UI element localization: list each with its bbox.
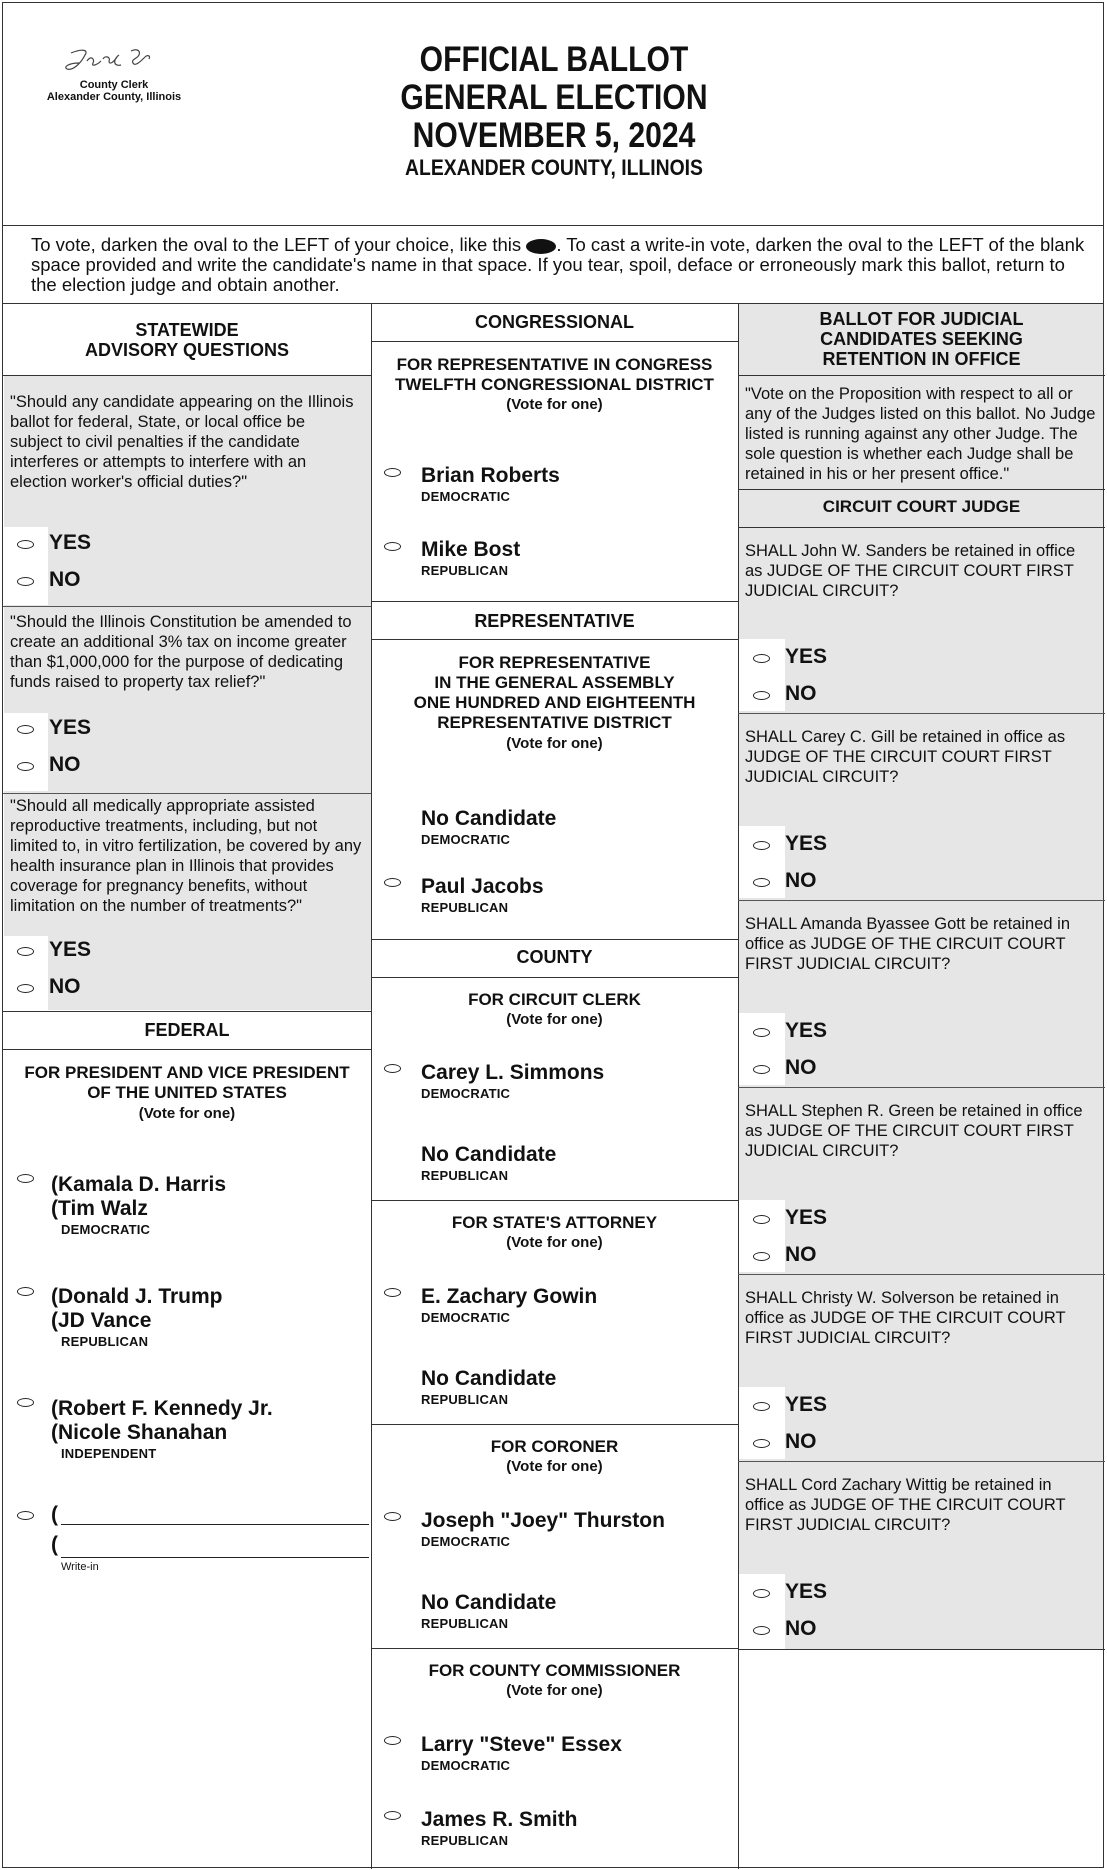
- instructions-part-1: To vote, darken the oval to the LEFT of your choice, like this: [31, 234, 522, 255]
- congress-office-title: [371, 355, 738, 395]
- states-attorney-office-title: FOR STATE'S ATTORNEY: [451, 1213, 658, 1232]
- solverson-no-label: NO: [785, 1430, 817, 1453]
- congressional-heading: CONGRESSIONAL: [474, 312, 634, 332]
- q3-no-label: NO: [49, 975, 81, 998]
- title-general-election: GENERAL ELECTION: [400, 78, 708, 117]
- candidate-thurston: Joseph "Joey" Thurston: [421, 1509, 665, 1532]
- gott-yes-label: YES: [785, 1019, 828, 1042]
- bost-party: REPUBLICAN: [421, 563, 509, 578]
- thurston-oval[interactable]: [384, 1512, 401, 1521]
- gott-yes-oval[interactable]: [753, 1028, 770, 1037]
- retention-question-wittig: SHALL Cord Zachary Wittig be retained in office as JUDGE OF THE CIRCUIT COURT FIRST JUDICIAL CIRCUIT?: [745, 1476, 1066, 1534]
- writein-line-2[interactable]: [61, 1557, 369, 1558]
- q3-no-oval[interactable]: [17, 984, 34, 993]
- green-no-label: NO: [785, 1243, 817, 1266]
- wittig-no-oval[interactable]: [753, 1626, 770, 1635]
- gill-yes-oval[interactable]: [753, 841, 770, 850]
- candidate-vance: (JD Vance: [51, 1309, 152, 1332]
- q3-yes-label: YES: [49, 938, 92, 961]
- rep-office-title: [371, 653, 738, 733]
- coroner-office-title: FOR CORONER: [490, 1437, 619, 1456]
- candidate-shanahan: (Nicole Shanahan: [51, 1421, 228, 1444]
- advisory-question-2: "Should the Illinois Constitution be amended to create an additional 3% tax on income greater than $1,000,000 for the purpose of dedicating funds raised to property tax relief?": [10, 613, 352, 691]
- simmons-oval[interactable]: [384, 1064, 401, 1073]
- wittig-yes-label: YES: [785, 1580, 828, 1603]
- wittig-yes-oval[interactable]: [753, 1589, 770, 1598]
- commissioner-vote-for: (Vote for one): [506, 1682, 603, 1699]
- retention-question-green: SHALL Stephen R. Green be retained in office as JUDGE OF THE CIRCUIT COURT FIRST JUDICIAL CIRCUIT?: [745, 1102, 1083, 1160]
- writein-label: Write-in: [61, 1561, 99, 1573]
- candidate-smith: James R. Smith: [421, 1808, 578, 1831]
- congress-vote-for: (Vote for one): [506, 396, 603, 413]
- president-office-title: [3, 1063, 371, 1103]
- writein-paren-2: (: [51, 1533, 58, 1556]
- coroner-no-candidate-rep: No Candidate: [421, 1591, 557, 1614]
- representative-heading: REPRESENTATIVE: [474, 611, 635, 631]
- clerk-county: Alexander County, Illinois: [46, 91, 182, 103]
- gott-no-oval[interactable]: [753, 1065, 770, 1074]
- president-vote-for: (Vote for one): [138, 1105, 236, 1122]
- harris-walz-oval[interactable]: [17, 1174, 34, 1183]
- solverson-yes-label: YES: [785, 1393, 828, 1416]
- judicial-heading: [738, 309, 1105, 369]
- solverson-yes-oval[interactable]: [753, 1402, 770, 1411]
- retention-question-gott: SHALL Amanda Byassee Gott be retained in office as JUDGE OF THE CIRCUIT COURT FIRST JUDICIAL CIRCUIT?: [745, 915, 1071, 973]
- coroner-no-candidate-party: REPUBLICAN: [421, 1616, 509, 1631]
- statewide-heading-line-1: STATEWIDE: [135, 320, 239, 340]
- green-yes-oval[interactable]: [753, 1215, 770, 1224]
- instructions-part-2: . To cast a write-in vote, darken the oval to the LEFT of the blank space provided and write the candidate's name in that space. If you tear, spoil, deface or erroneously mark this ballot, return to the election judge and obtain another.: [31, 234, 1085, 295]
- commissioner-office-title: FOR COUNTY COMMISSIONER: [428, 1661, 681, 1680]
- rep-office-line-3: ONE HUNDRED AND EIGHTEENTH: [413, 693, 696, 712]
- voting-instructions: [31, 235, 1091, 295]
- rep-office-line-4: REPRESENTATIVE DISTRICT: [437, 713, 672, 732]
- retention-question-sanders: SHALL John W. Sanders be retained in office as JUDGE OF THE CIRCUIT COURT FIRST JUDICIAL CIRCUIT?: [745, 542, 1076, 600]
- rep-no-candidate-dem: No Candidate: [421, 807, 557, 830]
- solverson-no-oval[interactable]: [753, 1439, 770, 1448]
- candidate-walz: (Tim Walz: [51, 1197, 148, 1220]
- harris-walz-party: DEMOCRATIC: [61, 1222, 151, 1237]
- rep-office-line-2: IN THE GENERAL ASSEMBLY: [434, 673, 675, 692]
- candidate-bost: Mike Bost: [421, 538, 521, 561]
- title-date: NOVEMBER 5, 2024: [412, 116, 696, 155]
- clerk-title: County Clerk: [79, 79, 149, 91]
- states-attorney-vote-for: (Vote for one): [506, 1234, 603, 1251]
- wittig-no-label: NO: [785, 1617, 817, 1640]
- ballot-title: [3, 41, 1105, 181]
- candidate-roberts: Brian Roberts: [421, 464, 560, 487]
- judicial-heading-line-1: BALLOT FOR JUDICIAL: [819, 309, 1024, 329]
- jacobs-party: REPUBLICAN: [421, 900, 509, 915]
- q3-yes-oval[interactable]: [17, 947, 34, 956]
- smith-party: REPUBLICAN: [421, 1833, 509, 1848]
- writein-oval[interactable]: [17, 1511, 34, 1520]
- sanders-no-label: NO: [785, 682, 817, 705]
- candidate-kennedy: (Robert F. Kennedy Jr.: [51, 1397, 273, 1420]
- q2-yes-label: YES: [49, 716, 92, 739]
- rep-office-line-1: FOR REPRESENTATIVE: [458, 653, 651, 672]
- roberts-oval[interactable]: [384, 468, 401, 477]
- candidate-essex: Larry "Steve" Essex: [421, 1733, 622, 1756]
- title-county: ALEXANDER COUNTY, ILLINOIS: [405, 155, 703, 180]
- green-no-oval[interactable]: [753, 1252, 770, 1261]
- advisory-question-3: "Should all medically appropriate assisted reproductive treatments, including, but not limited to, in vitro fertilization, be covered by any health insurance plan in Illinois that provides coverage for pregnancy benefits, without limitation on the number of treatments?": [10, 797, 362, 915]
- clerk-no-candidate-party: REPUBLICAN: [421, 1168, 509, 1183]
- sa-no-candidate-party: REPUBLICAN: [421, 1392, 509, 1407]
- county-heading: COUNTY: [516, 947, 593, 967]
- roberts-party: DEMOCRATIC: [421, 489, 511, 504]
- statewide-heading-line-2: ADVISORY QUESTIONS: [84, 340, 290, 360]
- simmons-party: DEMOCRATIC: [421, 1086, 511, 1101]
- circuit-clerk-vote-for: (Vote for one): [506, 1011, 603, 1028]
- gowin-oval[interactable]: [384, 1288, 401, 1297]
- judicial-intro: "Vote on the Proposition with respect to all or any of the Judges listed on this ballot. No Judge listed is running against any other Judge. The sole question is whether each Judge shall be retained in his or her present office.": [745, 385, 1096, 483]
- president-office-line-2: OF THE UNITED STATES: [87, 1083, 287, 1102]
- ballot: [2, 2, 1104, 1868]
- writein-line-1[interactable]: [61, 1524, 369, 1525]
- writein-paren-1: (: [51, 1503, 58, 1526]
- bost-oval[interactable]: [384, 542, 401, 551]
- gott-no-label: NO: [785, 1056, 817, 1079]
- q2-no-oval[interactable]: [17, 762, 34, 771]
- q2-no-label: NO: [49, 753, 81, 776]
- title-official-ballot: OFFICIAL BALLOT: [419, 40, 689, 79]
- q1-no-label: NO: [49, 568, 81, 591]
- q1-no-oval[interactable]: [17, 577, 34, 586]
- congress-office-line-2: TWELFTH CONGRESSIONAL DISTRICT: [395, 375, 714, 394]
- candidate-gowin: E. Zachary Gowin: [421, 1285, 598, 1308]
- president-office-line-1: FOR PRESIDENT AND VICE PRESIDENT: [24, 1063, 350, 1082]
- candidate-harris: (Kamala D. Harris: [51, 1173, 227, 1196]
- sanders-yes-label: YES: [785, 645, 828, 668]
- gill-no-oval[interactable]: [753, 878, 770, 887]
- federal-heading: FEDERAL: [144, 1020, 230, 1040]
- q1-yes-oval[interactable]: [17, 540, 34, 549]
- circuit-clerk-office-title: FOR CIRCUIT CLERK: [468, 990, 641, 1009]
- candidate-simmons: Carey L. Simmons: [421, 1061, 605, 1084]
- essex-party: DEMOCRATIC: [421, 1758, 511, 1773]
- congress-office-line-1: FOR REPRESENTATIVE IN CONGRESS: [396, 355, 713, 374]
- thurston-party: DEMOCRATIC: [421, 1534, 511, 1549]
- statewide-heading: [3, 320, 371, 360]
- q1-yes-label: YES: [49, 531, 92, 554]
- q2-yes-oval[interactable]: [17, 725, 34, 734]
- advisory-question-1: "Should any candidate appearing on the Illinois ballot for federal, State, or local office be subject to civil penalties if the candidate interferes or attempts to interfere with an election worker's official duties?": [10, 393, 354, 491]
- kennedy-shanahan-oval[interactable]: [17, 1398, 34, 1407]
- gill-yes-label: YES: [785, 832, 828, 855]
- coroner-vote-for: (Vote for one): [506, 1458, 603, 1475]
- gill-no-label: NO: [785, 869, 817, 892]
- retention-question-gill: SHALL Carey C. Gill be retained in office as JUDGE OF THE CIRCUIT COURT FIRST JUDICIAL CIRCUIT?: [745, 728, 1066, 786]
- candidate-trump: (Donald J. Trump: [51, 1285, 223, 1308]
- gowin-party: DEMOCRATIC: [421, 1310, 511, 1325]
- sanders-no-oval[interactable]: [753, 691, 770, 700]
- smith-oval[interactable]: [384, 1811, 401, 1820]
- sanders-yes-oval[interactable]: [753, 654, 770, 663]
- circuit-court-judge-heading: CIRCUIT COURT JUDGE: [822, 497, 1021, 516]
- filled-oval-example-icon: [526, 239, 556, 254]
- judicial-heading-line-2: CANDIDATES SEEKING: [820, 329, 1023, 349]
- retention-question-solverson: SHALL Christy W. Solverson be retained in office as JUDGE OF THE CIRCUIT COURT FIRST JUDICIAL CIRCUIT?: [745, 1289, 1066, 1347]
- clerk-no-candidate-rep: No Candidate: [421, 1143, 557, 1166]
- jacobs-oval[interactable]: [384, 878, 401, 887]
- candidate-jacobs: Paul Jacobs: [421, 875, 544, 898]
- sa-no-candidate-rep: No Candidate: [421, 1367, 557, 1390]
- essex-oval[interactable]: [384, 1736, 401, 1745]
- kennedy-shanahan-party: INDEPENDENT: [61, 1446, 157, 1461]
- rep-vote-for: (Vote for one): [506, 735, 603, 752]
- rep-no-candidate-party: DEMOCRATIC: [421, 832, 511, 847]
- trump-vance-party: REPUBLICAN: [61, 1334, 149, 1349]
- green-yes-label: YES: [785, 1206, 828, 1229]
- trump-vance-oval[interactable]: [17, 1287, 34, 1296]
- judicial-heading-line-3: RETENTION IN OFFICE: [822, 349, 1021, 369]
